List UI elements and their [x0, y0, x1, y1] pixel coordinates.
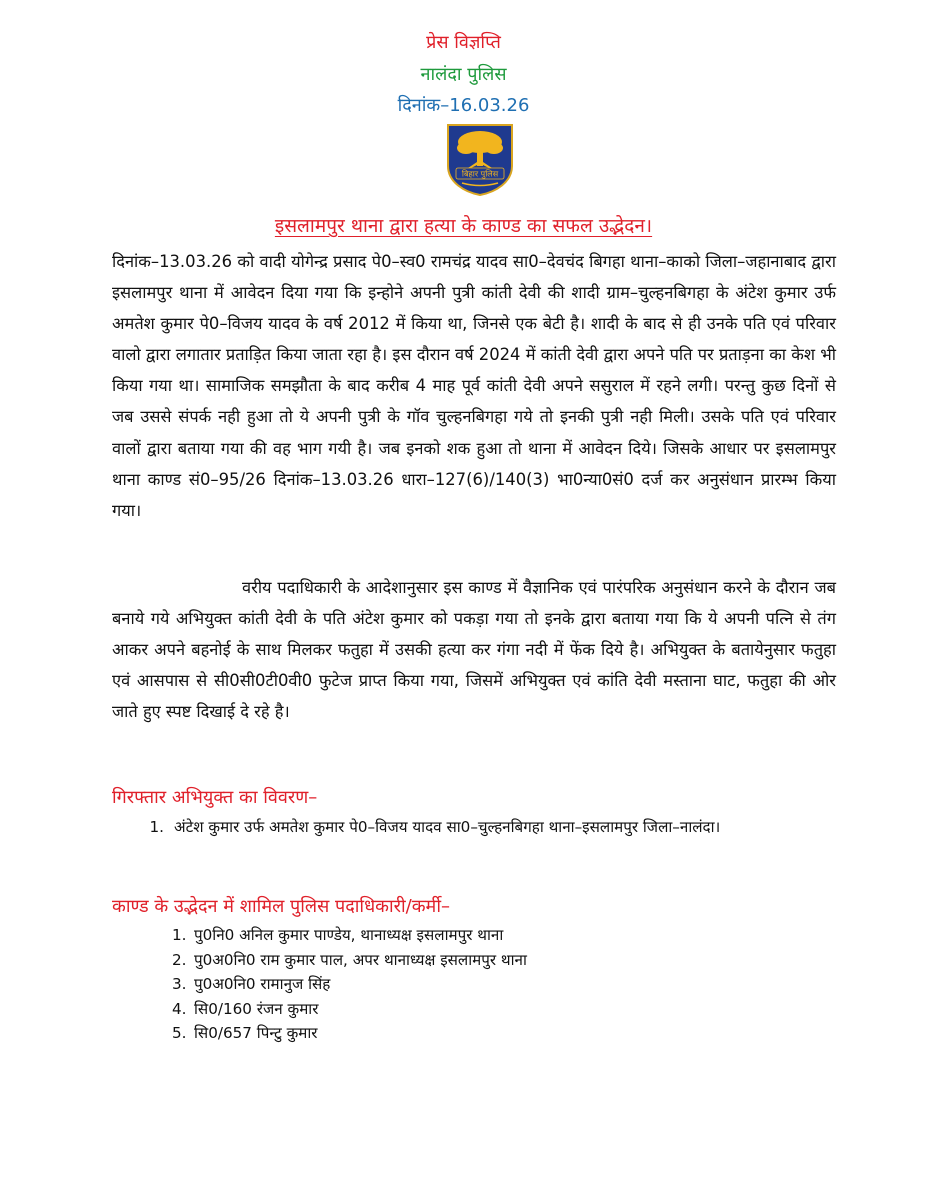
arrested-accused-entry	[112, 814, 836, 841]
list-item	[172, 997, 527, 1022]
member-text: सि0/657 पिन्टु कुमार	[194, 1024, 318, 1043]
case-paragraph-1: दिनांक–13.03.26 को वादी योगेन्द्र प्रसाद पे0–स्व0 रामचंद्र यादव सा0–देवचंद बिगहा थाना–काको जिला–जहानाबाद द्वारा इसलामपुर थाना में आवेदन दिया गया कि इन्होने अपनी पुत्री कांती देवी की शादी ग्राम–चुल्हनबिगहा के अंटेश कुमार उर्फ अमतेश कुमार पे0–विजय यादव के वर्ष 2012 में किया था, जिनसे एक बेटी है। शादी के बाद से ही उनके पति एवं परिवार वालो द्वारा लगातार प्रताड़ित किया जाता रहा है। इस दौरान वर्ष 2024 में कांती देवी द्वारा अपने पति पर प्रताड़ना का केश भी किया गया था। सामाजिक समझौता के बाद करीब 4 माह पूर्व कांती देवी अपने ससुराल में रहने लगी। परन्तु कुछ दिनों से जब उससे संपर्क नही हुआ तो ये अपनी पुत्री के गॉव चुल्हनबिगहा गये तो इनकी पुत्री नही मिली। उसके पति एवं परिवार वालों द्वारा बताया गया की वह भाग गयी है। जब इनको शक हुआ तो थाना में आवेदन दिये। जिसके आधार पर इसलामपुर थाना काण्ड सं0–95/26 दिनांक–13.03.26 धारा–127(6)/140(3) भा0न्या0सं0 दर्ज कर अनुसंधान प्रारम्भ किया गया।	[112, 252, 836, 520]
arrested-accused-heading: गिरफ्तार अभियुक्त का विवरण–	[112, 787, 318, 808]
police-team-list	[172, 923, 527, 1046]
member-text: पु0अ0नि0 रामानुज सिंह	[194, 975, 331, 994]
police-team-heading: काण्ड के उद्भेदन में शामिल पुलिस पदाधिकारी/कर्मी–	[112, 896, 450, 917]
list-number: 3.	[172, 975, 187, 994]
list-number: 1.	[149, 818, 164, 836]
department-name: नालंदा पुलिस	[420, 64, 507, 85]
list-item	[172, 972, 527, 997]
bihar-police-logo	[444, 122, 516, 196]
list-item	[172, 923, 527, 948]
press-release-label: प्रेस विज्ञप्ति	[426, 32, 501, 53]
logo-text: बिहार पुलिस	[461, 169, 499, 179]
member-text: सि0/160 रंजन कुमार	[194, 999, 319, 1018]
list-number: 2.	[172, 950, 187, 969]
list-number: 4.	[172, 999, 187, 1018]
member-text: पु0अ0नि0 राम कुमार पाल, अपर थानाध्यक्ष इसलामपुर थाना	[194, 950, 527, 969]
case-paragraph-2: वरीय पदाधिकारी के आदेशानुसार इस काण्ड में वैज्ञानिक एवं पारंपरिक अनुसंधान करने के दौरान जब बनाये गये अभियुक्त कांती देवी के पति अंटेश कुमार को पकड़ा गया तो इनके द्वारा बताया गया कि ये अपनी पत्नि से तंग आकर अपने बहनोई के साथ मिलकर फतुहा में उसकी हत्या कर गंगा नदी में फेंक दिये है। अभियुक्त के बतायेनुसार फतुहा एवं आसपास से सी0सी0टी0वी0 फुटेज प्राप्त किया गया, जिसमें अभियुक्त एवं कांति देवी मस्ताना घाट, फतुहा की ओर जाते हुए स्पष्ट दिखाई दे रहे है।	[112, 578, 836, 722]
member-text: पु0नि0 अनिल कुमार पाण्डेय, थानाध्यक्ष इसलामपुर थाना	[194, 926, 504, 944]
arrested-accused-text: अंटेश कुमार उर्फ अमतेश कुमार पे0–विजय यादव सा0–चुल्हनबिगहा थाना–इसलामपुर जिला–नालंदा।	[174, 818, 721, 836]
case-title: इसलामपुर थाना द्वारा हत्या के काण्ड का सफल उद्भेदन।	[274, 215, 653, 237]
list-item	[172, 1021, 527, 1046]
list-number: 1.	[172, 926, 187, 944]
release-date: दिनांक–16.03.26	[397, 95, 530, 116]
list-number: 5.	[172, 1024, 187, 1043]
list-item	[172, 948, 527, 973]
